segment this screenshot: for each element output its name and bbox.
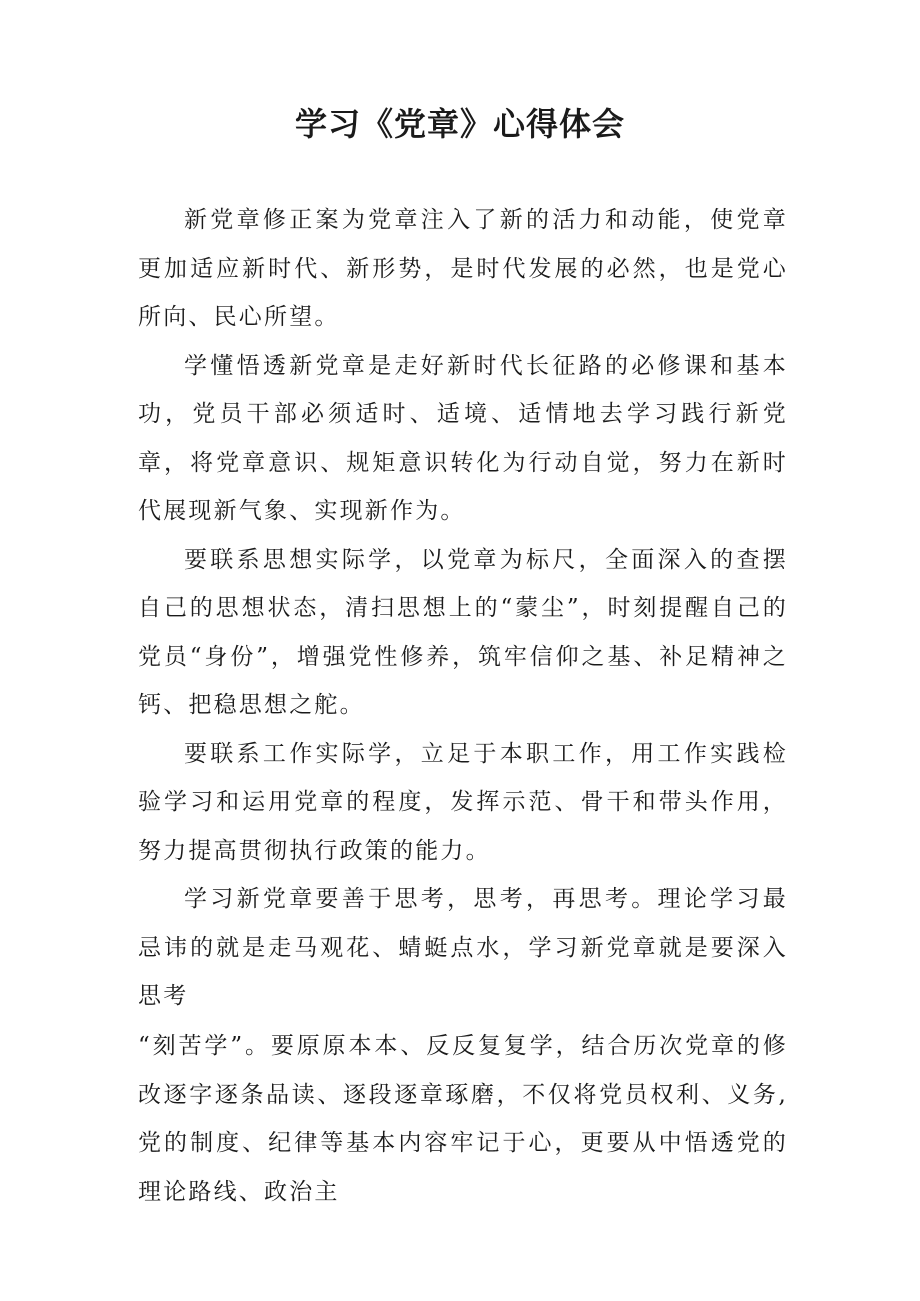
document-body xyxy=(138,196,788,1021)
paragraph-5-continuation: “刻苦学”。要原原本本、反反复复学，结合历次党章的修改逐字逐条品读、逐段逐章琢磨，不仅将党员权利、义务,党的制度、纪律等基本内容牢记于心，更要从中悟透党的理论路线、政治主 xyxy=(138,1033,788,1205)
paragraph-2: 学懂悟透新党章是走好新时代长征路的必修课和基本功，党员干部必须适时、适境、适情地去学习践行新党章，将党章意识、规矩意识转化为行动自觉，努力在新时代展现新气象、实现新作为。 xyxy=(138,352,788,524)
paragraph-1: 新党章修正案为党章注入了新的活力和动能，使党章更加适应新时代、新形势，是时代发展的必然，也是党心所向、民心所望。 xyxy=(138,207,788,330)
paragraph-5: 学习新党章要善于思考，思考，再思考。理论学习最忌讳的就是走马观花、蜻蜓点水，学习新党章就是要深入思考 xyxy=(138,886,788,1009)
paragraph-4: 要联系工作实际学，立足于本职工作，用工作实践检验学习和运用党章的程度，发挥示范、骨干和带头作用，努力提高贯彻执行政策的能力。 xyxy=(138,740,788,864)
document-body-continued xyxy=(138,1022,788,1216)
paragraph-3: 要联系思想实际学，以党章为标尺，全面深入的查摆自己的思想状态，清扫思想上的“蒙尘”，时刻提醒自己的党员“身份”，增强党性修养，筑牢信仰之基、补足精神之钙、把稳思想之舵。 xyxy=(138,546,788,718)
document-title: 学习《党章》心得体会 xyxy=(294,105,625,143)
